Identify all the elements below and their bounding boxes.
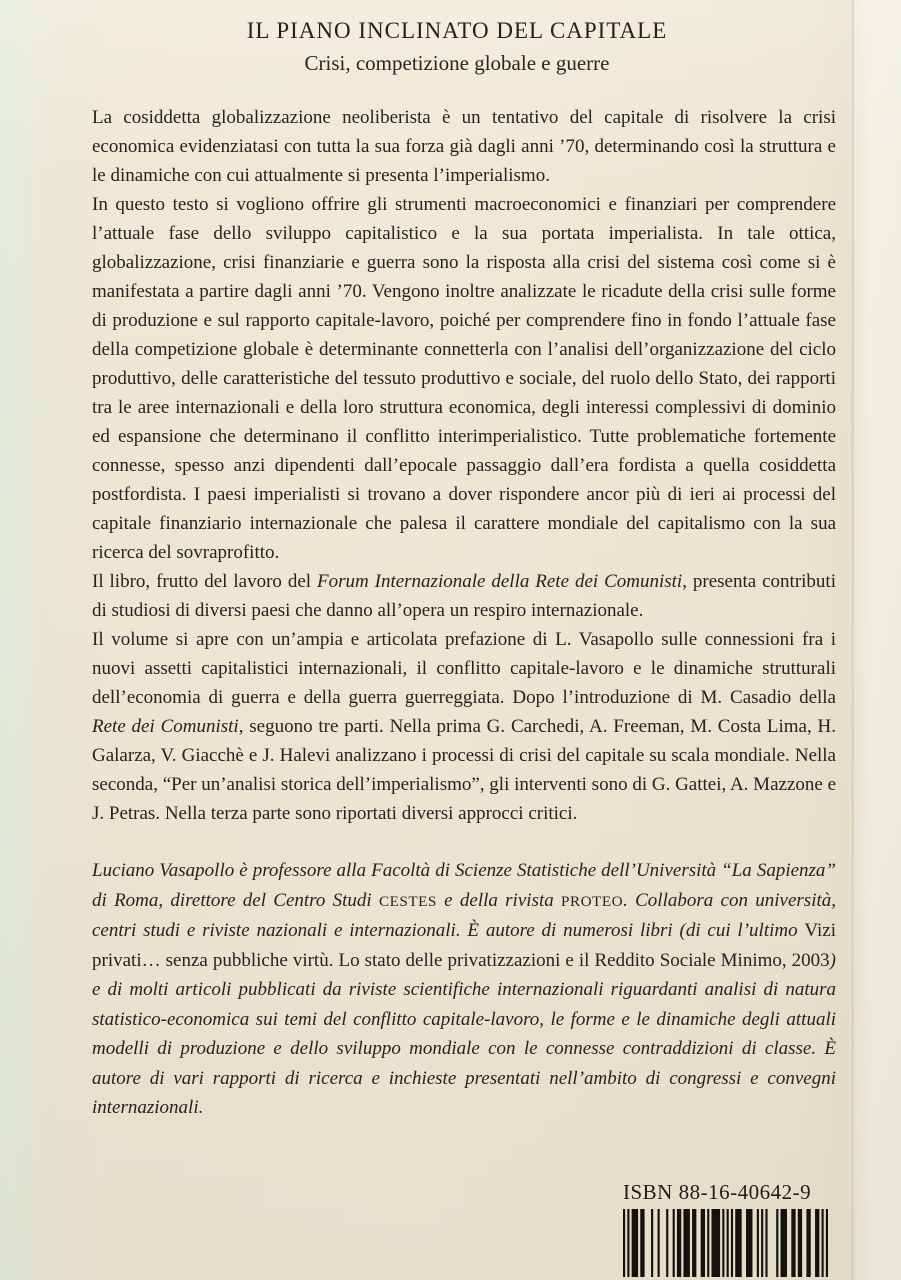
page-subtitle: Crisi, competizione globale e guerre xyxy=(304,51,610,75)
isbn-barcode xyxy=(623,1209,828,1277)
title-block xyxy=(78,18,836,76)
isbn-label: ISBN 88-16-40642-9 xyxy=(623,1180,812,1204)
book-description xyxy=(92,103,836,828)
paragraph: Il volume si apre con un’ampia e articolata prefazione di L. Vasapollo sulle connessioni fra i nuovi assetti capitalistici internazionali, il conflitto capitale-lavoro e le dinamiche strutturali dell’economia di guerra e della guerra guerreggiata. Dopo l’introduzione di M. Casadio della Rete dei Comunisti, seguono tre parti. Nella prima G. Carchedi, A. Freeman, M. Costa Lima, H. Galarza, V. Giacchè e J. Halevi analizzano i processi di crisi del capitale su scala mondiale. Nella seconda, “Per un’analisi storica dell’imperialismo”, gli interventi sono di G. Gattei, A. Mazzone e J. Petras. Nella terza parte sono riportati diversi approcci critici. xyxy=(92,629,836,824)
paragraph: Luciano Vasapollo è professore alla Facoltà di Scienze Statistiche dell’Università “La Sapienza” di Roma, direttore del Centro Studi CESTES e della rivista PROTEO. Collabora con università, centri studi e riviste nazionali e internazionali. È autore di numerosi libri (di cui l’ultimo Vizi privati… senza pubbliche virtù. Lo stato delle privatizzazioni e il Reddito Sociale Minimo, 2003) e di molti articoli pubblicati da riviste scientifiche internazionali riguardanti analisi di natura statistico-economica sui temi del conflitto capitale-lavoro, le forme e le dinamiche degli attuali modelli di produzione e dello sviluppo mondiale con le connesse contraddizioni di classe. È autore di vari rapporti di ricerca e inchieste presentati nell’ambito di congressi e convegni internazionali. xyxy=(92,860,837,1118)
paragraph: Il libro, frutto del lavoro del Forum Internazionale della Rete dei Comunisti, presenta contributi di studiosi di diversi paesi che danno all’opera un respiro internazionale. xyxy=(92,571,836,621)
isbn-block xyxy=(621,1180,836,1277)
cover-crease xyxy=(851,0,855,1280)
paragraph: In questo testo si vogliono offrire gli strumenti macroeconomici e finanziari per comprendere l’attuale fase dello sviluppo capitalistico e la sua portata imperialista. In tale ottica, globalizzazione, crisi finanziarie e guerra sono la risposta alla crisi del sistema così come si è manifestata a partire dagli anni ’70. Vengono inoltre analizzate le ricadute della crisi sulle forme di produzione e sul rapporto capitale-lavoro, poiché per comprendere fino in fondo l’attuale fase della competizione globale è determinante connetterla con l’analisi dell’organizzazione del ciclo produttivo, delle caratteristiche del tessuto produttivo e sociale, del ruolo dello Stato, dei rapporti tra le aree internazionali e della loro struttura economica, degli interessi complessivi di dominio ed espansione che determinano il conflitto interimperialistico. Tutte problematiche fortemente connesse, spesso anzi dipendenti dall’epocale passaggio dall’era fordista a quella cosiddetta postfordista. I paesi imperialisti si trovano a dover rispondere ancor più di ieri ai processi del capitale finanziario internazionale che palesa il carattere mondiale del capitalismo con la sua ricerca del sovraprofitto. xyxy=(92,194,836,563)
author-bio xyxy=(92,856,836,1123)
paragraph: La cosiddetta globalizzazione neoliberista è un tentativo del capitale di risolvere la crisi economica evidenziatasi con tutta la sua forza già dagli anni ’70, determinando così la struttura e le dinamiche con cui attualmente si presenta l’imperialismo. xyxy=(92,107,836,186)
page-title: IL PIANO INCLINATO DEL CAPITALE xyxy=(246,18,668,43)
